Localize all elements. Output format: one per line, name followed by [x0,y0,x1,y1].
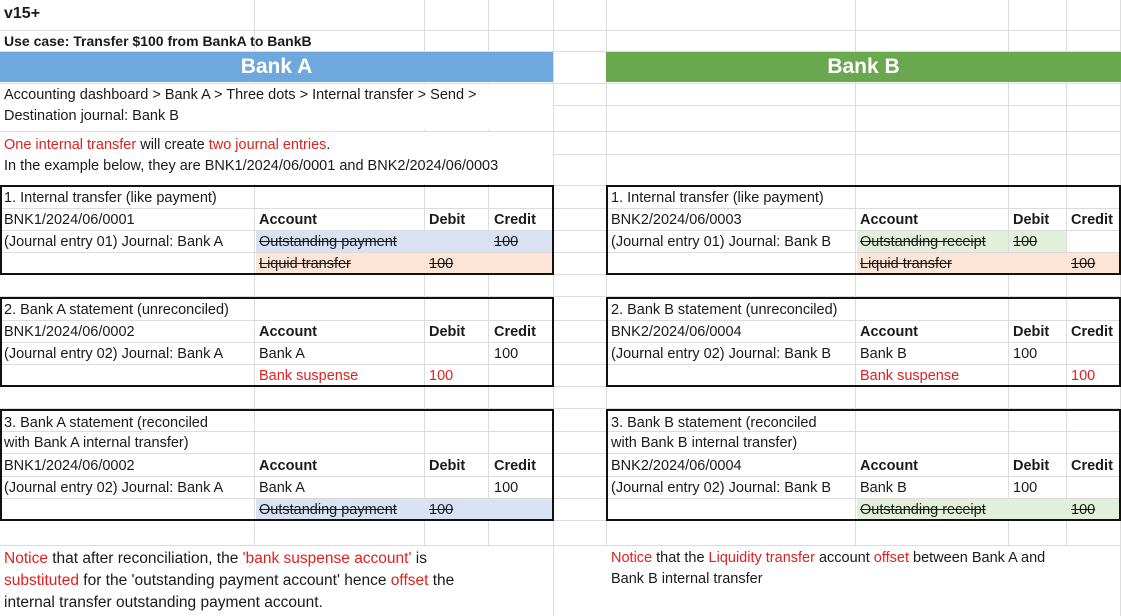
bank-a-box1-title: 1. Internal transfer (like payment) [4,190,217,206]
bank-a-box2-ref: BNK1/2024/06/0002 [4,324,135,340]
row-debit: 100 [1013,234,1038,250]
bank-a-notice-line-3: internal transfer outstanding payment account. [4,594,323,611]
row-account: Bank B [860,346,907,362]
bank-a-box3-title-2: with Bank A internal transfer) [4,435,189,451]
row-debit: 100 [1013,346,1038,362]
col-debit: Debit [429,458,466,474]
col-credit: Credit [494,458,536,474]
bank-b-box3-title-1: 3. Bank B statement (reconciled [611,415,817,431]
col-account: Account [860,324,918,340]
row-account: Outstanding receipt [860,502,986,518]
bank-b-box2-title: 2. Bank B statement (unreconciled) [611,302,838,318]
row-credit: 100 [494,234,519,250]
row-account: Bank suspense [860,368,960,384]
col-account: Account [860,212,918,228]
row-credit: 100 [1071,368,1096,384]
row-debit: 100 [1013,480,1038,496]
col-credit: Credit [1071,458,1113,474]
row-credit: 100 [1071,256,1096,272]
row-debit: 100 [429,368,454,384]
col-debit: Debit [429,212,466,228]
bank-a-box3-ref: BNK1/2024/06/0002 [4,458,135,474]
row-debit: 100 [429,256,454,272]
row-account: Liquid transfer [860,256,952,272]
col-credit: Credit [494,324,536,340]
row-account: Bank B [860,480,907,496]
bank-b-box2-entry: (Journal entry 02) Journal: Bank B [611,346,832,362]
col-account: Account [259,324,317,340]
bank-a-box2-entry: (Journal entry 02) Journal: Bank A [4,346,224,362]
bank-b-box3-entry: (Journal entry 02) Journal: Bank B [611,480,832,496]
bank-a-box2-title: 2. Bank A statement (unreconciled) [4,302,229,318]
bank-a-box3-title-1: 3. Bank A statement (reconciled [4,415,208,431]
col-credit: Credit [494,212,536,228]
intro-line-2: In the example below, they are BNK1/2024/06/0001 and BNK2/2024/06/0003 [4,158,499,174]
row-account: Outstanding receipt [860,234,986,250]
bank-a-notice-line-2: substituted for the 'outstanding payment account' hence offset the [4,572,455,589]
col-account: Account [259,212,317,228]
bank-a-box1-entry: (Journal entry 01) Journal: Bank A [4,234,224,250]
bank-b-box1-entry: (Journal entry 01) Journal: Bank B [611,234,832,250]
row-account: Outstanding payment [259,502,397,518]
use-case-label: Use case: Transfer $100 from BankA to BankB [4,33,312,49]
row-account: Outstanding payment [259,234,397,250]
bank-b-notice-line-1: Notice that the Liquidity transfer account offset between Bank A and [611,550,1046,566]
col-account: Account [259,458,317,474]
bank-a-notice-line-1: Notice that after reconciliation, the 'bank suspense account' is [4,550,427,567]
row-credit: 100 [494,346,519,362]
row-debit: 100 [429,502,454,518]
col-debit: Debit [1013,324,1050,340]
row-credit: 100 [1071,502,1096,518]
bank-a-box1-ref: BNK1/2024/06/0001 [4,212,135,228]
col-credit: Credit [1071,324,1113,340]
bank-b-notice-line-2: Bank B internal transfer [611,571,763,587]
version-label: v15+ [4,5,41,22]
col-debit: Debit [1013,458,1050,474]
bank-b-header: Bank B [606,52,1121,82]
row-account: Bank suspense [259,368,359,384]
bank-b-box3-title-2: with Bank B internal transfer) [611,435,798,451]
bank-b-box2-ref: BNK2/2024/06/0004 [611,324,742,340]
bank-b-box1-ref: BNK2/2024/06/0003 [611,212,742,228]
row-account: Bank A [259,480,305,496]
bank-a-box3-entry: (Journal entry 02) Journal: Bank A [4,480,224,496]
bank-b-box3-ref: BNK2/2024/06/0004 [611,458,742,474]
row-credit: 100 [494,480,519,496]
bank-a-header: Bank A [0,52,553,82]
col-debit: Debit [429,324,466,340]
intro-line-1: One internal transfer will create two journal entries. [4,137,331,153]
row-account: Bank A [259,346,305,362]
col-credit: Credit [1071,212,1113,228]
row-account: Liquid transfer [259,256,351,272]
path-line-1: Accounting dashboard > Bank A > Three dots > Internal transfer > Send > [4,87,477,103]
path-line-2: Destination journal: Bank B [4,108,179,124]
col-account: Account [860,458,918,474]
col-debit: Debit [1013,212,1050,228]
bank-b-box1-title: 1. Internal transfer (like payment) [611,190,824,206]
